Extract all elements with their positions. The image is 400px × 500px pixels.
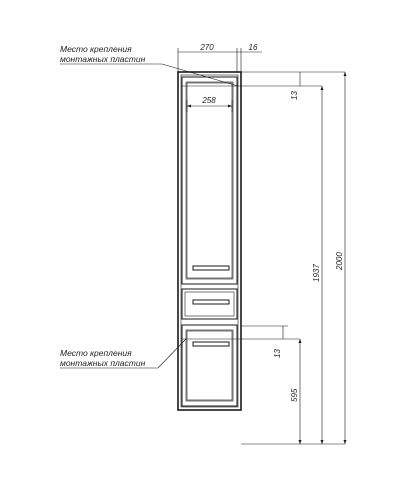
- bottom-label-line1: Место крепления: [60, 348, 132, 358]
- cabinet-inner-outline: [181, 75, 238, 407]
- lower-door-handle: [193, 342, 229, 346]
- bottom-label-line2: монтажных пластин: [60, 358, 146, 368]
- lower-door-panel: [186, 330, 233, 401]
- total-height-value: 2000: [335, 252, 344, 270]
- bottom-gap-value: 13: [273, 349, 282, 358]
- upper-door-panel: [186, 82, 233, 279]
- upper-door-handle: [193, 266, 229, 270]
- lower-door: [182, 325, 237, 406]
- top-gap-value: 13: [290, 91, 299, 100]
- cabinet-outline: [178, 72, 241, 410]
- middle-drawer-handle: [193, 300, 229, 304]
- top-offset-value: 16: [248, 43, 258, 52]
- top-width-value: 270: [200, 43, 214, 52]
- upper-door: [182, 77, 237, 284]
- top-label-line2: монтажных пластин: [60, 54, 146, 64]
- inner-width-value: 258: [202, 96, 216, 105]
- mount-height-value: 595: [290, 388, 299, 402]
- mid-height-value: 1937: [312, 264, 321, 282]
- lower-door-panel-inner: [187, 331, 232, 400]
- upper-door-panel-inner: [187, 83, 232, 278]
- top-label-line1: Место крепления: [60, 44, 132, 54]
